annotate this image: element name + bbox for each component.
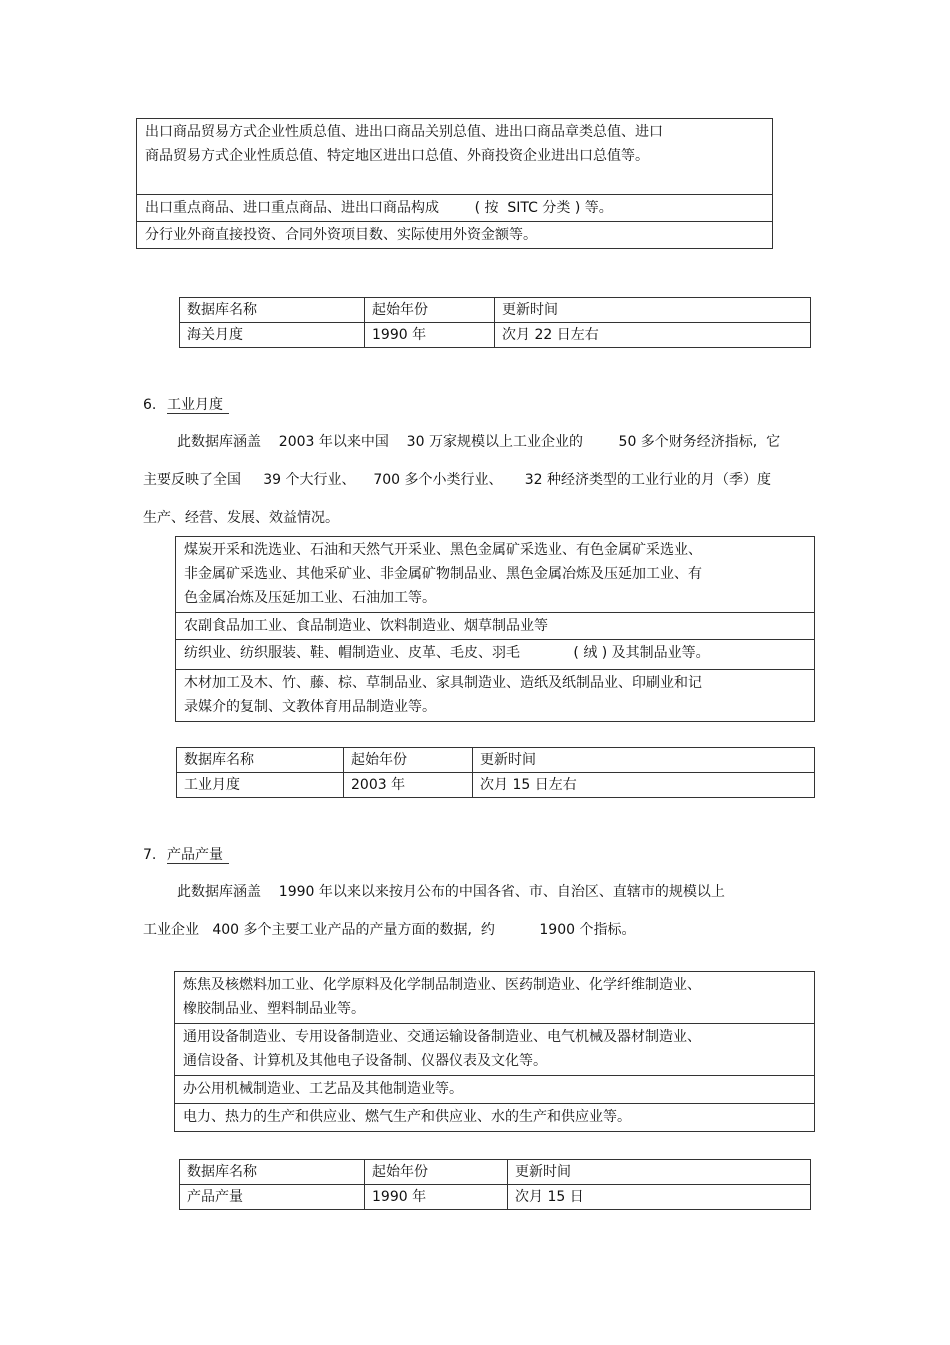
- table-cell: 煤炭开采和洗选业、石油和天然气开采业、黑色金属矿采选业、有色金属矿采选业、 非金属矿采选业、其他采矿业、非金属矿物制品业、黑色金属冶炼及压延加工业、有 色金属冶炼及压延加工业、石油加工等。: [176, 537, 815, 613]
- customs-meta-table: [179, 297, 811, 348]
- table-cell: 炼焦及核燃料加工业、化学原料及化学制品制造业、医药制造业、化学纤维制造业、 橡胶制品业、塑料制品业等。: [175, 972, 815, 1024]
- table-row: [175, 1104, 815, 1132]
- table-cell: 次月 15 日: [508, 1185, 811, 1210]
- table-row: [177, 748, 815, 773]
- header-cell: 更新时间: [495, 298, 811, 323]
- section-title: 工业月度: [167, 397, 229, 414]
- section-number: 6.: [143, 397, 157, 413]
- trade-categories-table: [136, 118, 773, 249]
- table-cell: 纺织业、纺织服装、鞋、帽制造业、皮革、毛皮、羽毛 ( 绒 ) 及其制品业等。: [176, 640, 815, 670]
- table-cell: 次月 22 日左右: [495, 323, 811, 348]
- table-row: [176, 537, 815, 613]
- header-cell: 数据库名称: [177, 748, 344, 773]
- table-row: [137, 195, 773, 222]
- table-cell: 木材加工及木、竹、藤、棕、草制品业、家具制造业、造纸及纸制品业、印刷业和记 录媒介的复制、文教体育用品制造业等。: [176, 670, 815, 722]
- table-cell: 电力、热力的生产和供应业、燃气生产和供应业、水的生产和供应业等。: [175, 1104, 815, 1132]
- table-row: [180, 323, 811, 348]
- table-cell: 分行业外商直接投资、合同外资项目数、实际使用外资金额等。: [137, 222, 773, 249]
- section-title: 产品产量: [167, 847, 229, 864]
- header-cell: 更新时间: [473, 748, 815, 773]
- table-row: [180, 298, 811, 323]
- industry-meta-table: [176, 747, 815, 798]
- header-cell: 起始年份: [365, 298, 495, 323]
- header-cell: 起始年份: [365, 1160, 508, 1185]
- table-cell: 1990 年: [365, 1185, 508, 1210]
- table-row: [175, 1024, 815, 1076]
- header-cell: 起始年份: [344, 748, 473, 773]
- table-row: [176, 670, 815, 722]
- section-paragraph-line: 工业企业 400 多个主要工业产品的产量方面的数据, 约 1900 个指标。: [143, 922, 636, 938]
- section-heading-7: [143, 845, 229, 865]
- table-cell: 出口重点商品、进口重点商品、进出口商品构成 ( 按 SITC 分类 ) 等。: [137, 195, 773, 222]
- table-cell: 农副食品加工业、食品制造业、饮料制造业、烟草制品业等: [176, 613, 815, 640]
- table-cell: 办公用机械制造业、工艺品及其他制造业等。: [175, 1076, 815, 1104]
- table-cell: 次月 15 日左右: [473, 773, 815, 798]
- section-paragraph-line: 此数据库涵盖 1990 年以来以来按月公布的中国各省、市、自治区、直辖市的规模以上: [177, 884, 725, 900]
- table-row: [175, 972, 815, 1024]
- header-cell: 更新时间: [508, 1160, 811, 1185]
- industry-categories-table: [175, 536, 815, 722]
- table-cell: 工业月度: [177, 773, 344, 798]
- section-paragraph-line: 生产、经营、发展、效益情况。: [143, 510, 339, 526]
- table-cell: 通用设备制造业、专用设备制造业、交通运输设备制造业、电气机械及器材制造业、 通信设备、计算机及其他电子设备制、仪器仪表及文化等。: [175, 1024, 815, 1076]
- table-row: [176, 613, 815, 640]
- table-row: [177, 773, 815, 798]
- product-meta-table: [179, 1159, 811, 1210]
- table-cell: 1990 年: [365, 323, 495, 348]
- table-cell: 出口商品贸易方式企业性质总值、进出口商品关别总值、进出口商品章类总值、进口 商品贸易方式企业性质总值、特定地区进出口总值、外商投资企业进出口总值等。: [137, 119, 773, 195]
- section-paragraph-line: 此数据库涵盖 2003 年以来中国 30 万家规模以上工业企业的 50 多个财务经济指标, 它: [177, 434, 781, 450]
- table-cell: 海关月度: [180, 323, 365, 348]
- section-heading-6: [143, 395, 229, 415]
- product-categories-table: [174, 971, 815, 1132]
- section-paragraph-line: 主要反映了全国 39 个大行业、 700 多个小类行业、 32 种经济类型的工业行业的月（季）度: [143, 472, 772, 488]
- table-row: [137, 119, 773, 195]
- table-row: [180, 1160, 811, 1185]
- table-row: [180, 1185, 811, 1210]
- header-cell: 数据库名称: [180, 1160, 365, 1185]
- table-row: [176, 640, 815, 670]
- table-cell: 2003 年: [344, 773, 473, 798]
- header-cell: 数据库名称: [180, 298, 365, 323]
- table-cell: 产品产量: [180, 1185, 365, 1210]
- table-row: [175, 1076, 815, 1104]
- table-row: [137, 222, 773, 249]
- section-number: 7.: [143, 847, 157, 863]
